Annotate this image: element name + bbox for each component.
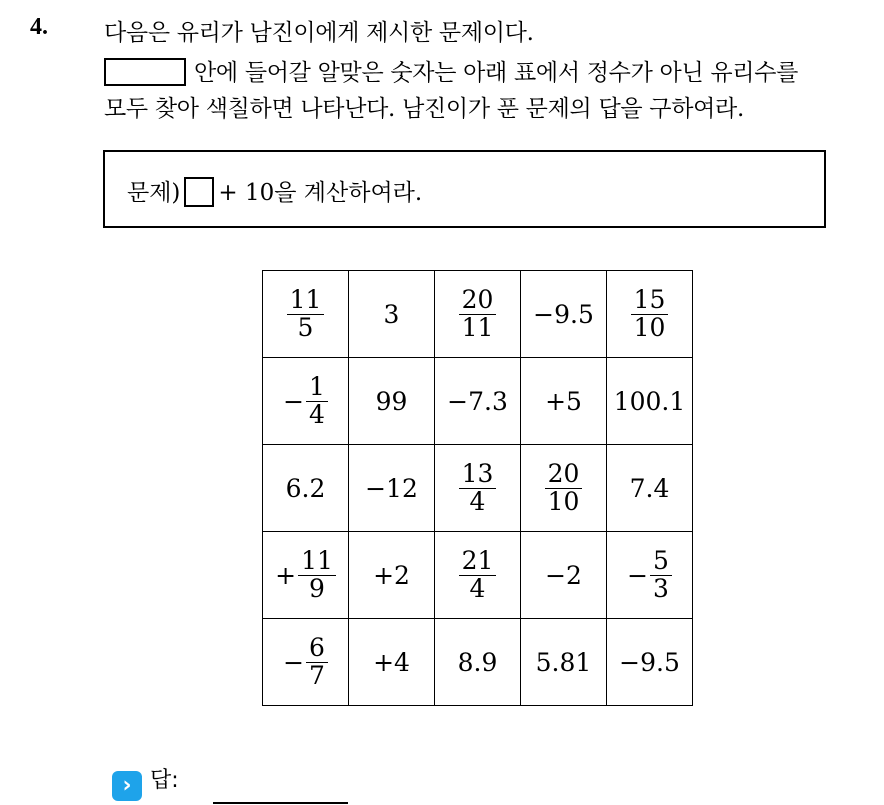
fraction — [650, 548, 672, 602]
cell-value: 6.2 — [285, 473, 326, 503]
cell-value: −12 — [365, 473, 418, 503]
grid-cell[interactable] — [263, 358, 349, 445]
fraction-denominator: 4 — [469, 486, 486, 516]
cell-value: 7.4 — [629, 473, 670, 503]
cell-value: +2 — [373, 560, 410, 590]
fraction-denominator: 7 — [309, 660, 325, 690]
grid-cell[interactable] — [521, 358, 607, 445]
fraction — [631, 287, 669, 341]
fraction-numerator: 5 — [650, 548, 672, 575]
cell-value: +4 — [373, 647, 410, 677]
cell-value: −7.3 — [447, 386, 508, 416]
problem-text — [127, 174, 422, 207]
grid-cell[interactable] — [435, 619, 521, 706]
fraction-numerator: 1 — [306, 374, 328, 401]
fraction-numerator: 20 — [459, 287, 497, 314]
fraction-numerator: 13 — [459, 461, 497, 488]
answer-label: 답: — [150, 768, 179, 793]
grid-cell[interactable] — [521, 445, 607, 532]
fraction-denominator: 3 — [653, 573, 669, 603]
cell-value: +5 — [545, 386, 582, 416]
grid-cell[interactable] — [521, 532, 607, 619]
fraction-denominator: 4 — [469, 573, 486, 603]
grid-cell[interactable] — [521, 271, 607, 358]
cell-value: 8.9 — [457, 647, 498, 677]
problem-box — [103, 150, 826, 228]
grid-cell[interactable] — [435, 271, 521, 358]
question-line-2 — [104, 54, 798, 87]
fraction-numerator: 11 — [287, 287, 325, 314]
grid-cell[interactable] — [521, 619, 607, 706]
grid-cell[interactable] — [349, 271, 435, 358]
fraction-numerator: 6 — [306, 635, 328, 662]
grid-row — [263, 358, 693, 445]
fraction-sign: − — [283, 647, 305, 677]
fraction-numerator: 20 — [545, 461, 583, 488]
cell-value: 3 — [383, 299, 400, 329]
grid-cell[interactable] — [607, 271, 693, 358]
grid-cell[interactable] — [263, 532, 349, 619]
fraction — [459, 548, 497, 602]
grid-cell[interactable] — [263, 271, 349, 358]
fraction — [287, 287, 325, 341]
fraction-denominator: 4 — [309, 399, 325, 429]
problem-prefix: 문제) — [127, 180, 181, 206]
grid-row — [263, 532, 693, 619]
question-line-2-text: 안에 들어갈 알맞은 숫자는 아래 표에서 정수가 아닌 유리수를 — [194, 60, 799, 86]
fraction-numerator: 21 — [459, 548, 497, 575]
fraction — [298, 548, 336, 602]
grid-cell[interactable] — [607, 619, 693, 706]
fraction-sign: + — [275, 560, 297, 590]
fraction-denominator: 11 — [461, 312, 494, 342]
cell-value: −9.5 — [533, 299, 594, 329]
fraction-sign: − — [627, 560, 649, 590]
fraction-numerator: 15 — [631, 287, 669, 314]
question-line-3: 모두 찾아 색칠하면 나타난다. 남진이가 푼 문제의 답을 구하여라. — [104, 96, 744, 122]
grid-cell[interactable] — [263, 445, 349, 532]
grid-cell[interactable] — [349, 532, 435, 619]
grid-row — [263, 445, 693, 532]
problem-blank-box — [184, 177, 214, 207]
fraction — [306, 635, 328, 689]
grid-row — [263, 619, 693, 706]
fraction-denominator: 5 — [297, 312, 314, 342]
fraction-denominator: 10 — [633, 312, 666, 342]
fraction — [306, 374, 328, 428]
grid-cell[interactable] — [435, 445, 521, 532]
grid-cell[interactable] — [607, 445, 693, 532]
grid-cell[interactable] — [607, 358, 693, 445]
grid-cell[interactable] — [349, 619, 435, 706]
grid-cell[interactable] — [263, 619, 349, 706]
fraction-sign: − — [283, 386, 305, 416]
answer-area — [112, 763, 179, 801]
grid-cell[interactable] — [607, 532, 693, 619]
grid-cell[interactable] — [349, 445, 435, 532]
fraction-denominator: 10 — [547, 486, 580, 516]
cell-value: −9.5 — [619, 647, 680, 677]
question-line-1: 다음은 유리가 남진이에게 제시한 문제이다. — [104, 20, 534, 46]
number-grid — [262, 270, 693, 706]
cell-value: 100.1 — [613, 386, 686, 416]
question-number: 4. — [30, 14, 48, 40]
cell-value: 99 — [375, 386, 408, 416]
fraction — [459, 287, 497, 341]
grid-cell[interactable] — [435, 358, 521, 445]
grid-cell[interactable] — [435, 532, 521, 619]
grid-cell[interactable] — [349, 358, 435, 445]
chevron-right-icon: › — [112, 771, 142, 801]
cell-value: −2 — [545, 560, 582, 590]
fraction-numerator: 11 — [298, 548, 336, 575]
fraction — [545, 461, 583, 515]
cell-value: 5.81 — [535, 647, 592, 677]
fraction — [459, 461, 497, 515]
fraction-denominator: 9 — [309, 573, 325, 603]
problem-suffix: + 10을 계산하여라. — [218, 180, 423, 206]
grid-row — [263, 271, 693, 358]
answer-input-line[interactable] — [213, 802, 348, 804]
blank-box — [104, 58, 186, 86]
